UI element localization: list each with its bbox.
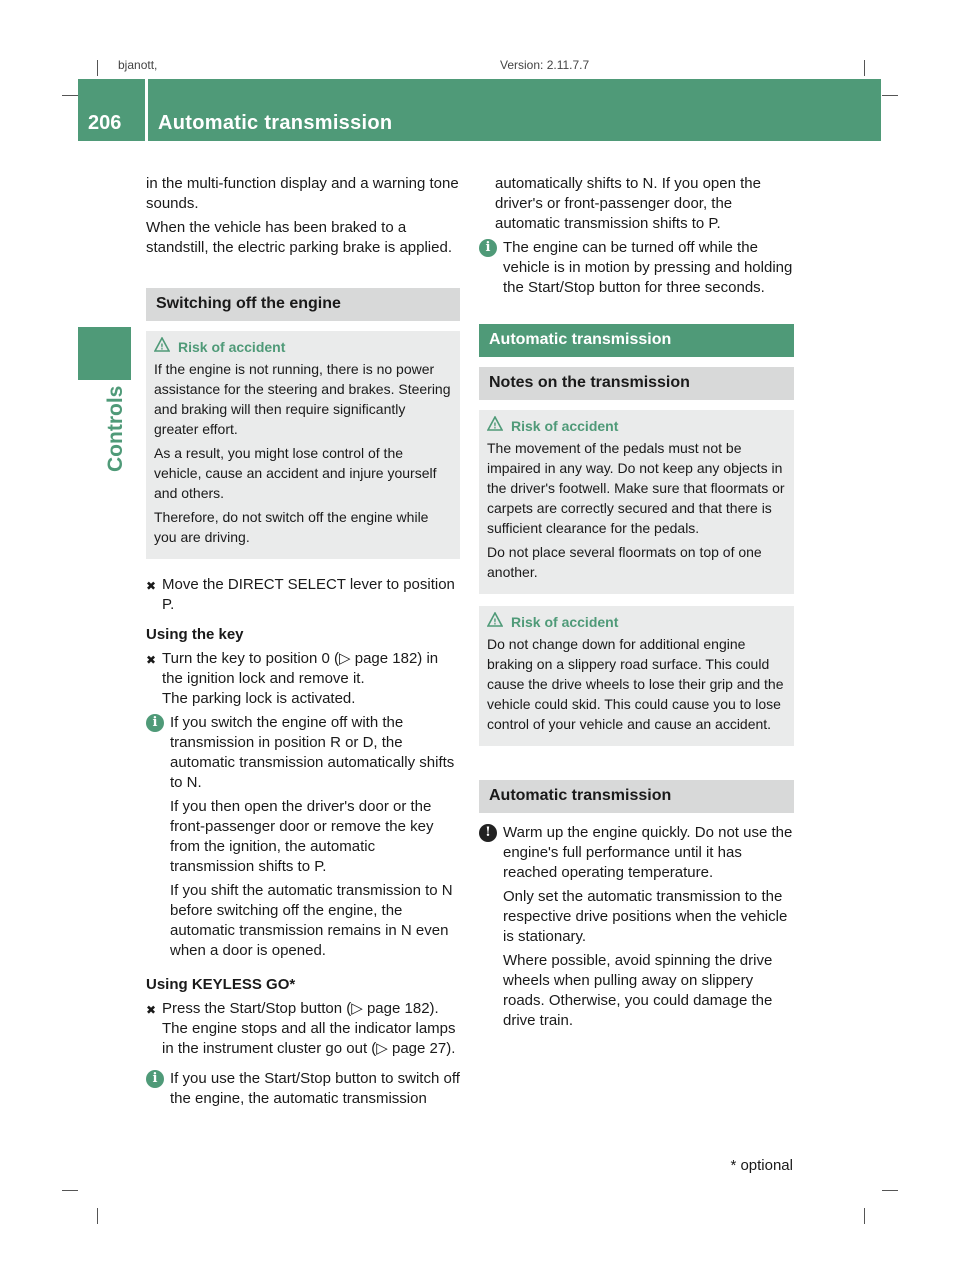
footer-optional-note: * optional <box>730 1157 793 1174</box>
svg-text:!: ! <box>493 421 497 431</box>
paragraph: When the vehicle has been braked to a standstill, the electric parking brake is applied. <box>146 219 452 256</box>
warning-triangle-icon <box>487 416 503 436</box>
info-note <box>146 1069 460 1109</box>
warning-text: Do not change down for additional engine braking on a slippery road surface. This could cause the drive wheels to lose their grip and the vehicle could skid. This could cause you to lose control of your vehicle and cause an accident. <box>487 636 784 732</box>
section-heading: Switching off the engine <box>146 288 460 321</box>
step <box>146 575 460 615</box>
exclamation-icon: ! <box>479 824 497 842</box>
step-text-line: Press the Start/Stop button (▷ page 182). <box>162 1000 439 1017</box>
step-result: The engine stops and all the indicator lamps in the instrument cluster go out (▷ page 27). <box>162 1020 456 1057</box>
warning-text: As a result, you might lose control of the vehicle, cause an accident and injure yourself and others. <box>154 445 437 501</box>
warning-title <box>154 337 452 357</box>
crop-mark <box>97 60 98 76</box>
step <box>146 649 460 709</box>
warning-title <box>487 416 786 436</box>
info-text: The engine can be turned off while the vehicle is in motion by pressing and holding the Start/Stop button for three seconds. <box>503 239 793 296</box>
crop-mark <box>62 95 78 96</box>
info-paragraph: If you switch the engine off with the transmission in position R or D, the automatic transmission automatically shifts to N. <box>170 714 455 791</box>
step-text: Move the DIRECT SELECT lever to position P. <box>162 576 455 613</box>
section-heading: Notes on the transmission <box>479 367 794 400</box>
caution-paragraph: Where possible, avoid spinning the drive wheels when pulling away on slippery roads. Otherwise, you could damage the drive train. <box>503 952 773 1029</box>
warning-text: Therefore, do not switch off the engine while you are driving. <box>154 509 429 545</box>
info-paragraph: If you then open the driver's door or the front-passenger door or remove the key from the ignition, the automatic transmission shifts to P. <box>170 798 434 875</box>
crop-mark <box>864 60 865 76</box>
info-note <box>146 713 460 965</box>
crop-mark <box>62 1190 78 1191</box>
header-separator <box>145 79 148 141</box>
section-heading-main: Automatic transmission <box>479 324 794 357</box>
paragraph: in the multi-function display and a warning tone sounds. <box>146 175 459 212</box>
warning-title-text: Risk of accident <box>178 339 286 355</box>
info-note <box>479 238 794 298</box>
warning-title-text: Risk of accident <box>511 418 619 434</box>
svg-text:!: ! <box>493 617 497 627</box>
print-meta-left: bjanott, <box>118 58 158 72</box>
crop-mark <box>97 1208 98 1224</box>
info-text <box>170 713 460 965</box>
step-text <box>162 999 460 1059</box>
step-result: The parking lock is activated. <box>162 690 356 707</box>
warning-title-text: Risk of accident <box>511 614 619 630</box>
warning-box <box>479 410 794 594</box>
step-arrow-icon: ✖ <box>146 1003 157 1017</box>
warning-text: Do not place several floormats on top of one another. <box>487 544 762 580</box>
subheading: Using KEYLESS GO* <box>146 976 296 993</box>
caution-text <box>503 823 794 1035</box>
warning-box <box>146 331 460 559</box>
section-heading: Automatic transmission <box>479 780 794 813</box>
warning-box <box>479 606 794 746</box>
step <box>146 999 460 1059</box>
right-column <box>479 174 794 1039</box>
warning-text: If the engine is not running, there is no power assistance for the steering and brakes. Steering and braking will then require significantly greater effort. <box>154 361 451 437</box>
info-paragraph: If you shift the automatic transmission to N before switching off the engine, the automatic transmission remains in N even when a door is opened. <box>170 882 453 959</box>
warning-triangle-icon <box>154 337 170 357</box>
paragraph: automatically shifts to N. If you open the driver's or front-passenger door, the automatic transmission shifts to P. <box>495 175 761 232</box>
info-icon: i <box>146 1070 164 1088</box>
crop-mark <box>864 1208 865 1224</box>
subheading: Using the key <box>146 626 244 643</box>
svg-text:!: ! <box>160 342 164 352</box>
step-text <box>162 649 460 709</box>
print-meta-right: Version: 2.11.7.7 <box>500 58 590 72</box>
info-icon: i <box>479 239 497 257</box>
crop-mark <box>882 1190 898 1191</box>
side-tab-block <box>78 327 131 380</box>
page-number: 206 <box>88 112 122 134</box>
chapter-title: Automatic transmission <box>158 112 393 134</box>
warning-title <box>487 612 786 632</box>
side-tab-label: Controls <box>104 385 127 472</box>
step-arrow-icon: ✖ <box>146 579 157 593</box>
step-arrow-icon: ✖ <box>146 653 157 667</box>
info-icon: i <box>146 714 164 732</box>
step-text-line: Turn the key to position 0 (▷ page 182) in the ignition lock and remove it. <box>162 650 439 687</box>
caution-paragraph: Only set the automatic transmission to the respective drive positions when the vehicle is stationary. <box>503 888 788 945</box>
left-column <box>146 174 460 1113</box>
caution-paragraph: Warm up the engine quickly. Do not use the engine's full performance until it has reached operating temperature. <box>503 824 793 881</box>
info-text: If you use the Start/Stop button to switch off the engine, the automatic transmission <box>170 1070 460 1107</box>
crop-mark <box>882 95 898 96</box>
warning-triangle-icon <box>487 612 503 632</box>
warning-text: The movement of the pedals must not be impaired in any way. Do not keep any objects in the driver's footwell. Make sure that floormats or carpets are correctly secured and that there is sufficient clearance for the pedals. <box>487 440 785 536</box>
caution-note <box>479 823 794 1035</box>
